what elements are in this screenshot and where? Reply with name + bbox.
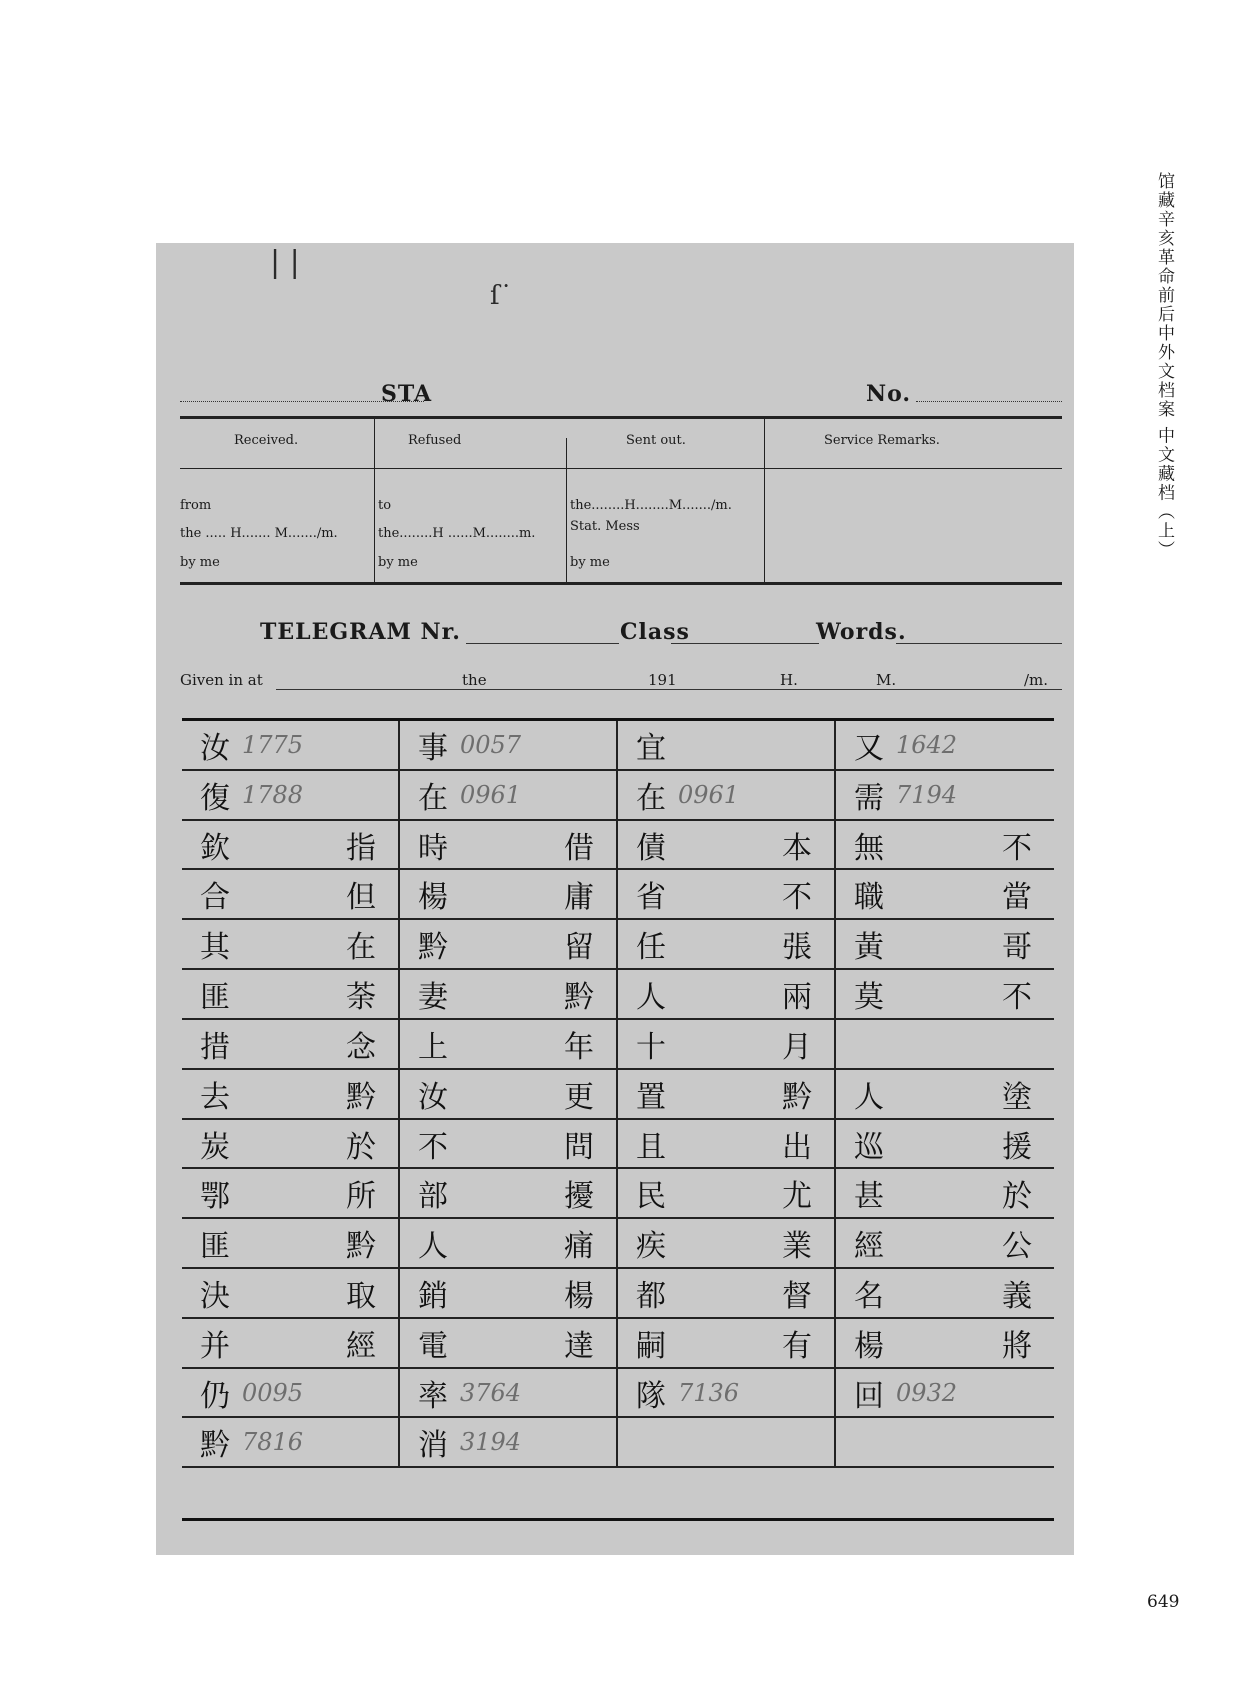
- refused-to: to: [378, 498, 392, 513]
- cell-char: 在: [346, 930, 376, 966]
- cell-char: 炭: [200, 1129, 230, 1165]
- cell-char: 電: [418, 1328, 448, 1364]
- grid-cell: [182, 721, 400, 771]
- grid-cell: [182, 1369, 400, 1419]
- grid-cell: [182, 821, 400, 871]
- cell-code: 3764: [460, 1378, 522, 1407]
- cell-char: 上: [418, 1029, 448, 1065]
- the-label: the: [462, 671, 487, 689]
- grid-cell: [618, 1369, 836, 1419]
- cell-char: 省: [636, 880, 666, 916]
- grid-cell: [618, 1319, 836, 1369]
- grid-cell: [618, 821, 836, 871]
- cell-code: 3194: [460, 1428, 522, 1457]
- cell-char: 妻: [418, 980, 448, 1016]
- sent-by: by me: [570, 555, 610, 570]
- cell-char: 汝: [418, 1079, 448, 1115]
- grid-cell: [836, 920, 1054, 970]
- cell-char: 不: [782, 880, 812, 916]
- cell-char: 黃: [854, 930, 884, 966]
- cell-char: 不: [1002, 830, 1032, 866]
- hour-label: H.: [780, 671, 798, 689]
- refused-time: the........H ......M........m.: [378, 526, 536, 541]
- grid-cell: [618, 1219, 836, 1269]
- grid-cell: [400, 1169, 618, 1219]
- cell-char: 并: [200, 1328, 230, 1364]
- grid-cell: [400, 1319, 618, 1369]
- cell-char: 黔: [782, 1079, 812, 1115]
- cell-char: 嗣: [636, 1328, 666, 1364]
- grid-cell: [400, 821, 618, 871]
- cell-char: 年: [564, 1029, 594, 1065]
- given-in-at-label: Given in at: [180, 671, 263, 689]
- sent-header: Sent out.: [626, 433, 686, 448]
- cell-char: 痛: [564, 1229, 594, 1265]
- cell-code: 0057: [460, 731, 522, 759]
- cell-code: 0095: [242, 1378, 304, 1407]
- cell-char: 宜: [636, 731, 666, 766]
- cell-char: 措: [200, 1029, 230, 1065]
- grid-cell: [836, 821, 1054, 871]
- cell-char: 任: [636, 930, 666, 966]
- cell-char: 民: [636, 1179, 666, 1215]
- cell-code: 7194: [896, 780, 958, 809]
- cell-char: 鄂: [200, 1179, 230, 1215]
- cell-code: 1642: [896, 731, 958, 759]
- ink-mark: | |: [270, 245, 300, 280]
- grid-cell: [618, 1418, 836, 1468]
- cell-char: 經: [346, 1328, 376, 1364]
- cell-char: 決: [200, 1278, 230, 1314]
- cell-char: 黔: [418, 930, 448, 966]
- meridiem-label: /m.: [1024, 671, 1049, 689]
- cell-char: 取: [346, 1278, 376, 1314]
- cell-char: 疾: [636, 1229, 666, 1265]
- cell-char: 黔: [200, 1428, 230, 1464]
- grid-cell: [618, 1020, 836, 1070]
- grid-cell: [836, 970, 1054, 1020]
- cell-char: 督: [782, 1278, 812, 1314]
- received-time: the ..... H....... M......./m.: [180, 526, 338, 541]
- cell-char: 兩: [782, 980, 812, 1016]
- cell-char: 業: [782, 1229, 812, 1265]
- received-header: Received.: [234, 433, 299, 448]
- grid-cell: [836, 1269, 1054, 1319]
- cell-char: 經: [854, 1229, 884, 1265]
- grid-cell: [400, 1020, 618, 1070]
- cell-char: 率: [418, 1378, 448, 1414]
- grid-cell: [182, 1120, 400, 1170]
- page-number: 649: [1147, 1592, 1180, 1612]
- cell-code: 0961: [460, 780, 522, 809]
- cell-char: 更: [564, 1079, 594, 1115]
- cell-char: 荼: [346, 980, 376, 1016]
- cell-char: 十: [636, 1029, 666, 1065]
- collection-title: 馆藏辛亥革命前后中外文档案 中文藏档（上）: [1154, 172, 1174, 560]
- grid-cell: [836, 1369, 1054, 1419]
- received-from: from: [180, 498, 212, 513]
- grid-cell: [836, 870, 1054, 920]
- cell-char: 在: [636, 780, 666, 816]
- grid-cell: [400, 771, 618, 821]
- grid-cell: [400, 1369, 618, 1419]
- cell-char: 公: [1002, 1229, 1032, 1265]
- grid-cell: [400, 1120, 618, 1170]
- grid-cell: [182, 1418, 400, 1468]
- grid-cell: [836, 721, 1054, 771]
- cell-char: 都: [636, 1278, 666, 1314]
- cell-char: 不: [1002, 980, 1032, 1016]
- grid-cell: [182, 771, 400, 821]
- cell-char: 債: [636, 830, 666, 866]
- cell-char: 隊: [636, 1378, 666, 1414]
- cell-char: 於: [346, 1129, 376, 1165]
- cell-char: 張: [782, 930, 812, 966]
- grid-cell: [182, 1269, 400, 1319]
- cell-char: 巡: [854, 1129, 884, 1165]
- grid-cell: [400, 1070, 618, 1120]
- received-by: by me: [180, 555, 220, 570]
- grid-cell: [400, 970, 618, 1020]
- grid-cell: [836, 771, 1054, 821]
- cell-char: 欽: [200, 830, 230, 866]
- cell-char: 不: [418, 1129, 448, 1165]
- cell-char: 人: [418, 1229, 448, 1265]
- telegram-scan: [156, 243, 1074, 1555]
- cell-char: 又: [854, 731, 884, 766]
- cell-char: 念: [346, 1029, 376, 1065]
- cell-char: 本: [782, 830, 812, 866]
- refused-header: Refused: [408, 433, 462, 448]
- cell-char: 去: [200, 1079, 230, 1115]
- grid-cell: [836, 1219, 1054, 1269]
- cell-char: 黔: [346, 1079, 376, 1115]
- cell-char: 將: [1002, 1328, 1032, 1364]
- cell-char: 黔: [564, 980, 594, 1016]
- grid-cell: [618, 1070, 836, 1120]
- grid-cell: [400, 870, 618, 920]
- cell-code: 1775: [242, 731, 304, 759]
- cell-char: 楊: [418, 880, 448, 916]
- cell-char: 無: [854, 830, 884, 866]
- cell-code: 0961: [678, 780, 740, 809]
- cell-char: 莫: [854, 980, 884, 1016]
- telegram-word-grid: [182, 718, 1054, 1521]
- cell-char: 復: [200, 780, 230, 816]
- cell-char: 在: [418, 780, 448, 816]
- cell-char: 人: [636, 980, 666, 1016]
- grid-cell: [836, 1319, 1054, 1369]
- grid-cell: [400, 1269, 618, 1319]
- cell-char: 置: [636, 1079, 666, 1115]
- cell-char: 當: [1002, 880, 1032, 916]
- cell-char: 消: [418, 1428, 448, 1464]
- telegram-nr-label: TELEGRAM Nr.: [260, 619, 461, 645]
- grid-cell: [400, 721, 618, 771]
- cell-code: 0932: [896, 1378, 958, 1407]
- grid-cell: [836, 1169, 1054, 1219]
- cell-char: 於: [1002, 1179, 1032, 1215]
- cell-char: 職: [854, 880, 884, 916]
- cell-char: 事: [418, 731, 448, 766]
- cell-char: 汝: [200, 731, 230, 766]
- number-label: No.: [866, 381, 912, 407]
- cell-char: 月: [782, 1029, 812, 1065]
- grid-cell: [400, 920, 618, 970]
- grid-cell: [618, 970, 836, 1020]
- cell-char: 但: [346, 880, 376, 916]
- cell-code: 7136: [678, 1378, 740, 1407]
- grid-cell: [618, 771, 836, 821]
- cell-char: 匪: [200, 1229, 230, 1265]
- cell-char: 人: [854, 1079, 884, 1115]
- cell-char: 庸: [564, 880, 594, 916]
- cell-char: 回: [854, 1378, 884, 1414]
- sent-stat: Stat. Mess: [570, 519, 640, 534]
- cell-code: 1788: [242, 780, 304, 809]
- grid-cell: [182, 1020, 400, 1070]
- grid-cell: [836, 1070, 1054, 1120]
- grid-cell: [182, 920, 400, 970]
- grid-cell: [182, 1070, 400, 1120]
- grid-cell: [182, 970, 400, 1020]
- grid-cell: [618, 1269, 836, 1319]
- grid-cell: [618, 1169, 836, 1219]
- year-label: 191: [648, 671, 677, 689]
- cell-char: 借: [564, 830, 594, 866]
- grid-cell: [618, 1120, 836, 1170]
- class-label: Class: [620, 619, 690, 645]
- cell-char: 問: [564, 1129, 594, 1165]
- grid-cell: [182, 1169, 400, 1219]
- words-label: Words.: [816, 619, 907, 645]
- cell-code: 7816: [242, 1428, 304, 1457]
- cell-char: 且: [636, 1129, 666, 1165]
- grid-cell: [836, 1418, 1054, 1468]
- service-remarks-header: Service Remarks.: [824, 433, 940, 448]
- cell-char: 達: [564, 1328, 594, 1364]
- refused-by: by me: [378, 555, 418, 570]
- grid-cell: [618, 920, 836, 970]
- grid-cell: [182, 870, 400, 920]
- cell-char: 匪: [200, 980, 230, 1016]
- grid-cell: [182, 1319, 400, 1369]
- cell-char: 有: [782, 1328, 812, 1364]
- cell-char: 哥: [1002, 930, 1032, 966]
- cell-char: 擾: [564, 1179, 594, 1215]
- cell-char: 需: [854, 780, 884, 816]
- cell-char: 楊: [564, 1278, 594, 1314]
- grid-cell: [400, 1418, 618, 1468]
- grid-cell: [618, 721, 836, 771]
- cell-char: 義: [1002, 1278, 1032, 1314]
- ink-mark: ſ˙: [490, 281, 513, 311]
- cell-char: 名: [854, 1278, 884, 1314]
- cell-char: 塗: [1002, 1079, 1032, 1115]
- cell-char: 指: [346, 830, 376, 866]
- cell-char: 黔: [346, 1229, 376, 1265]
- minute-label: M.: [876, 671, 897, 689]
- cell-char: 銷: [418, 1278, 448, 1314]
- grid-cell: [182, 1219, 400, 1269]
- cell-char: 其: [200, 930, 230, 966]
- grid-cell: [836, 1120, 1054, 1170]
- cell-char: 仍: [200, 1378, 230, 1414]
- cell-char: 楊: [854, 1328, 884, 1364]
- cell-char: 甚: [854, 1179, 884, 1215]
- grid-cell: [836, 1020, 1054, 1070]
- cell-char: 時: [418, 830, 448, 866]
- grid-cell: [400, 1219, 618, 1269]
- cell-char: 尤: [782, 1179, 812, 1215]
- cell-char: 留: [564, 930, 594, 966]
- cell-char: 所: [346, 1179, 376, 1215]
- cell-char: 出: [782, 1129, 812, 1165]
- cell-char: 部: [418, 1179, 448, 1215]
- station-label: STA: [381, 381, 433, 407]
- cell-char: 援: [1002, 1129, 1032, 1165]
- grid-cell: [618, 870, 836, 920]
- cell-char: 合: [200, 880, 230, 916]
- sent-time: the........H........M......./m.: [570, 498, 732, 513]
